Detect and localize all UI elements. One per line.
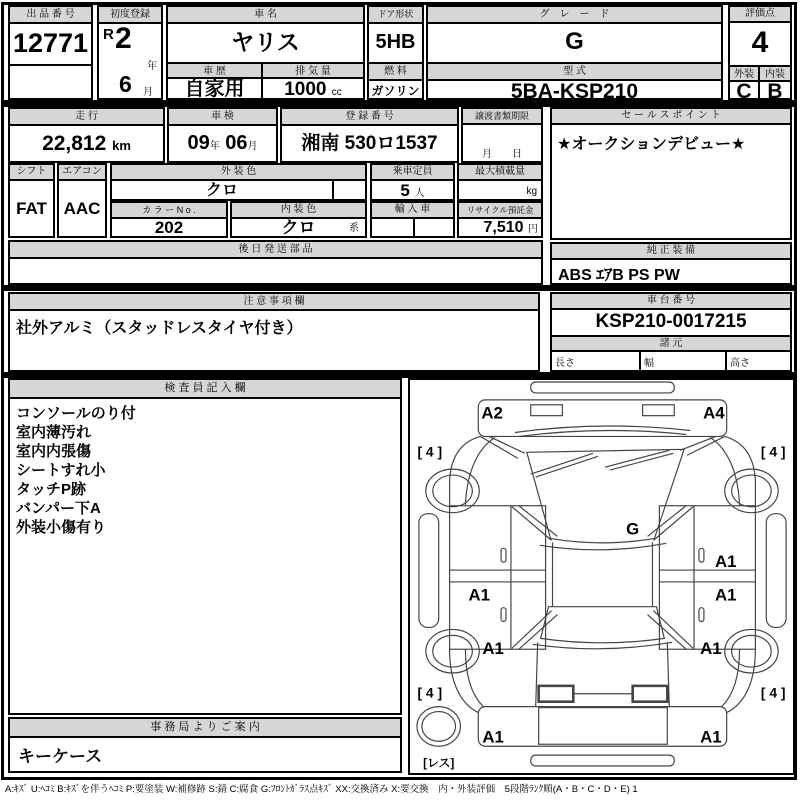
damage-mark-bumper-left: A1 [482, 727, 504, 747]
inspector-notes-list [10, 399, 400, 542]
interior-color-label: 内 装 色 [232, 203, 365, 219]
fuel-value: ガソリン [371, 84, 420, 98]
color-number-label: カ ラ ー N o . [112, 203, 226, 219]
first-reg-month: 6 [119, 71, 132, 97]
inspection-value [169, 126, 276, 161]
sales-point-box [550, 107, 792, 240]
damage-mark-hood-left: A2 [481, 403, 503, 423]
interior-color-box [230, 201, 367, 238]
max-load-unit: kg [526, 186, 537, 197]
import-car-divider [413, 219, 415, 238]
import-car-box [370, 201, 455, 238]
office-info-value: キーケース [18, 747, 103, 766]
damage-mark-windshield: G [626, 519, 640, 539]
specs-label: 諸 元 [552, 335, 790, 352]
car-diagram-svg [410, 380, 793, 773]
chassis-number-value: KSP210-0017215 [595, 311, 747, 332]
inspector-notes-label: 検 査 員 記 入 欄 [10, 380, 400, 399]
inspection-year: 09 [187, 132, 210, 154]
score-label: 評価点 [730, 7, 790, 23]
door-shape-value: 5HB [375, 31, 416, 53]
grade-value: G [565, 28, 584, 55]
model-code-value: 5BA-KSP210 [510, 81, 639, 102]
damage-mark-quarter-right: A1 [700, 639, 722, 659]
capacity-unit: 人 [414, 188, 425, 199]
aircon-box [57, 163, 107, 238]
tire-mark-front-right: [ 4 ] [760, 443, 786, 460]
inspector-note-item: バンパー下A [16, 500, 101, 517]
first-registration-label: 初度登録 [99, 7, 161, 24]
color-number-value: 202 [154, 219, 184, 237]
fuel-label: 燃 料 [369, 62, 422, 81]
inspector-note-item: 室内内張傷 [16, 443, 92, 460]
grade-box [426, 5, 723, 100]
mileage-number: 22,812 [42, 132, 107, 155]
recycle-deposit-box [457, 201, 543, 238]
lot-number-value: 12771 [10, 24, 91, 66]
history-label: 車 歴 [168, 64, 263, 79]
max-load-label: 最大積載量 [459, 165, 541, 181]
inspection-month: 06 [225, 132, 248, 154]
inspector-note-item: 室内薄汚れ [16, 424, 92, 441]
spec-height-label: 高さ [730, 358, 750, 369]
sales-point-label: セ ー ル ス ポ イ ン ト [552, 109, 790, 125]
door-shape-label: ドア形状 [369, 7, 422, 24]
office-info-label: 事 務 局 よ り ご 案 内 [10, 719, 400, 738]
mileage-unit: km [112, 138, 131, 153]
registration-number-box [280, 107, 459, 163]
lot-number-box [8, 5, 93, 100]
first-reg-year: 2 [115, 22, 132, 55]
mileage-value [10, 126, 163, 161]
tire-mark-rear-left: [ 4 ] [417, 684, 443, 701]
interior-color-value: クロ [281, 219, 316, 237]
later-parts-box [8, 240, 543, 285]
first-reg-era: R [103, 26, 114, 43]
interior-color-suffix: 系 [349, 223, 359, 234]
door-shape-box [367, 5, 424, 100]
office-info-box [8, 717, 402, 773]
spec-width-label: 幅 [641, 352, 727, 374]
inspection-box [167, 107, 278, 163]
later-parts-label: 後 日 発 送 部 品 [10, 242, 541, 259]
registration-number-value: 湘南 530ロ1537 [301, 133, 438, 154]
capacity-value [372, 181, 453, 201]
import-car-label: 輸 入 車 [372, 203, 453, 219]
shift-label: シフト [10, 165, 53, 181]
exterior-grade-value: C [730, 82, 760, 102]
exterior-color-label: 外 装 色 [112, 165, 365, 181]
capacity-number: 5 [400, 181, 410, 200]
shift-box [8, 163, 55, 238]
equipment-label: 純 正 装 備 [552, 244, 790, 260]
spec-length-label: 長さ [552, 352, 641, 374]
inspector-note-item: タッチP跡 [16, 481, 87, 498]
history-value: 自家用 [168, 79, 263, 100]
damage-mark-front-door-right: A1 [714, 552, 737, 572]
damage-mark-rear-door-left: A1 [468, 585, 491, 605]
damage-mark-hood-right: A4 [703, 403, 725, 423]
car-name-value: ヤリス [231, 29, 300, 55]
interior-grade-label: 内装 [760, 67, 790, 82]
inspector-note-item: シートすれ小 [16, 462, 106, 479]
inspection-month-unit: 月 [247, 141, 258, 152]
displacement-unit: cc [331, 87, 342, 98]
grade-label: グ レ ー ド [428, 7, 721, 24]
aircon-label: エアコン [59, 165, 105, 181]
score-value: 4 [751, 26, 769, 59]
inspector-note-item: 外装小傷有り [16, 519, 107, 536]
exterior-color-box [110, 163, 367, 201]
inspector-notes-box [8, 378, 402, 715]
score-box [728, 5, 792, 100]
inspector-note-item: コンソールのり付 [16, 405, 136, 422]
inspection-year-unit: 年 [209, 141, 220, 152]
capacity-label: 乗車定員 [372, 165, 453, 181]
notes-box [8, 292, 540, 372]
transfer-docs-label: 譲渡書類期限 [463, 109, 541, 125]
tire-mark-front-left: [ 4 ] [417, 443, 443, 460]
mileage-box [8, 107, 165, 163]
damage-mark-rear-door-right: A1 [714, 585, 737, 605]
notes-value: 社外アルミ（スタッドレスタイヤ付き） [16, 320, 303, 337]
displacement-label: 排 気 量 [263, 64, 363, 79]
model-code-label: 型 式 [428, 62, 721, 81]
equipment-box [550, 242, 792, 285]
max-load-box [457, 163, 543, 201]
capacity-box [370, 163, 455, 201]
first-reg-year-unit: 年 [147, 61, 157, 72]
displacement-number: 1000 [284, 79, 327, 100]
damage-mark-bumper-right: A1 [700, 727, 722, 747]
inspection-label: 車 検 [169, 109, 276, 126]
color-number-box [110, 201, 228, 238]
first-registration-box [97, 5, 163, 100]
equipment-value: ABS ｴｱB PS PW [558, 267, 680, 284]
exterior-grade-label: 外装 [730, 67, 760, 82]
recycle-deposit-label: リサイクル預託金 [459, 203, 541, 219]
car-name-box [166, 5, 365, 100]
first-reg-month-unit: 月 [143, 87, 153, 98]
aircon-value: AAC [63, 199, 101, 218]
recycle-deposit-number: 7,510 [483, 219, 524, 236]
shift-value: FAT [16, 199, 47, 218]
damage-mark-quarter-left: A1 [482, 639, 504, 659]
recycle-deposit-unit: 円 [528, 224, 538, 235]
car-name-label: 車 名 [168, 7, 363, 24]
notes-label: 注 意 事 項 欄 [10, 294, 538, 311]
tire-mark-rear-right: [ 4 ] [760, 684, 786, 701]
transfer-docs-box [461, 107, 543, 163]
displacement-value [263, 79, 363, 100]
damage-code-legend: A:ｷｽﾞ U:ﾍｺﾐ B:ｷｽﾞを伴うﾍｺﾐ P:要塗装 W:補修跡 S:錆 C:腐食 G:ﾌﾛﾝﾄｶﾞﾗｽ点ｷｽﾞ XX:交換済み X:要交換 内・外装評価 5段階ﾗﾝｸ順(A・B・C・D・E) 1 [5, 784, 638, 795]
exterior-color-extra-cell [332, 181, 367, 201]
chassis-number-label: 車 台 番 号 [552, 294, 790, 310]
sales-point-value: ★オークションデビュー★ [557, 136, 746, 153]
registration-number-label: 登 録 番 号 [282, 109, 457, 126]
exterior-color-value: クロ [205, 182, 238, 199]
chassis-number-box [550, 292, 792, 372]
interior-grade-value: B [767, 82, 783, 102]
lot-number-label: 出 品 番 号 [10, 7, 91, 24]
transfer-docs-value: 月 日 [482, 149, 522, 160]
car-diagram-box [408, 378, 795, 775]
recycle-deposit-value [459, 219, 541, 238]
spare-tire-mark: [レス] [423, 756, 455, 771]
mileage-label: 走 行 [10, 109, 163, 126]
